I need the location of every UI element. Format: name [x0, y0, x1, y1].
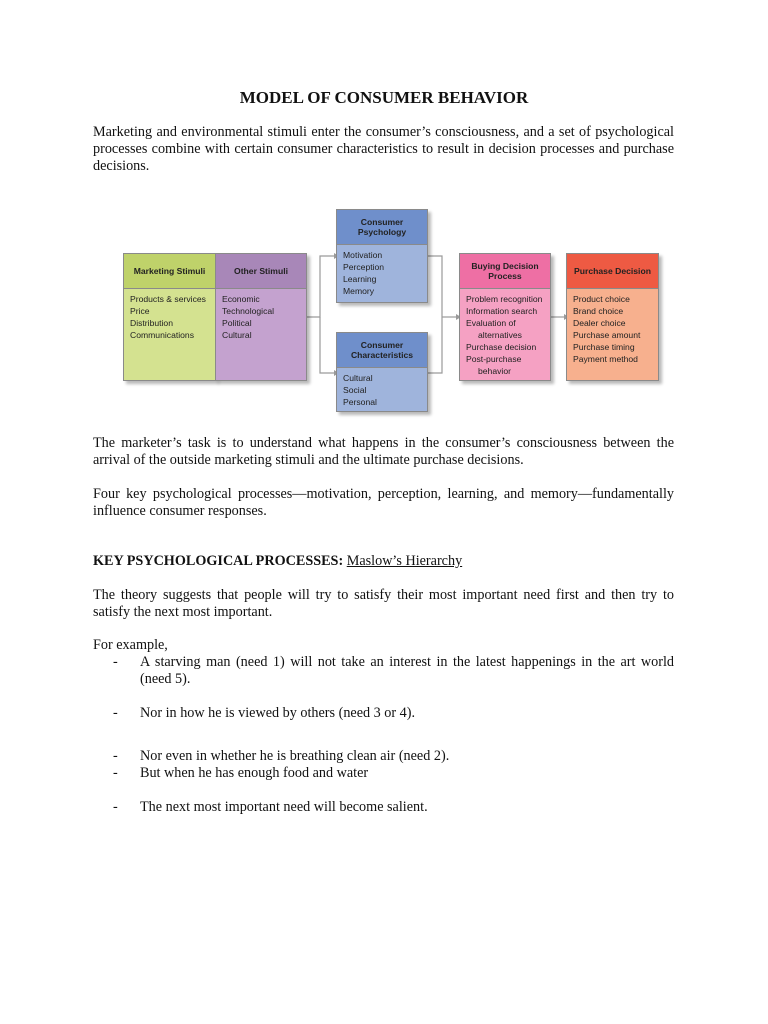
- bullet-text: Nor even in whether he is breathing clean air (need 2).: [140, 748, 450, 764]
- list-item: Purchase timing: [573, 342, 635, 352]
- marketing-stimuli-title: Marketing Stimuli: [124, 254, 215, 289]
- list-item: Communications: [130, 330, 194, 340]
- list-item: Post-purchase: [466, 354, 522, 364]
- other-stimuli-list: [216, 289, 306, 345]
- other-stimuli-box: [215, 253, 307, 381]
- list-item: Problem recognition: [466, 294, 543, 304]
- section-heading-label: KEY PSYCHOLOGICAL PROCESSES:: [93, 553, 344, 569]
- list-item: Distribution: [130, 318, 173, 328]
- list-item: alternatives: [478, 330, 522, 340]
- purchase-decision-box: [566, 253, 659, 381]
- section-subheading: Maslow’s Hierarchy: [346, 553, 463, 569]
- bullet-marker: -: [113, 748, 118, 764]
- page-title: MODEL OF CONSUMER BEHAVIOR: [239, 88, 529, 107]
- example-intro: For example,: [93, 637, 168, 653]
- marketer-task-paragraph: The marketer’s task is to understand what happens in the consumer’s consciousness between the arrival of the outside marketing stimuli and the ultimate purchase decisions.: [93, 435, 674, 468]
- list-item: Cultural: [343, 373, 373, 383]
- section-heading: [93, 553, 674, 570]
- consumer-characteristics-title: Consumer Characteristics: [337, 333, 427, 368]
- list-item: Personal: [343, 397, 377, 407]
- marketing-stimuli-list: [124, 289, 215, 345]
- buying-decision-process-title: Buying Decision Process: [460, 254, 550, 289]
- list-item: Perception: [343, 262, 385, 272]
- list-item: Product choice: [573, 294, 630, 304]
- purchase-decision-title: Purchase Decision: [567, 254, 658, 289]
- list-item: Brand choice: [573, 306, 624, 316]
- bullet-text: But when he has enough food and water: [140, 765, 369, 781]
- bullet-text: Nor in how he is viewed by others (need 3 or 4).: [140, 705, 416, 721]
- list-item: Products & services: [130, 294, 206, 304]
- bullet-marker: -: [113, 765, 118, 781]
- list-item: Motivation: [343, 250, 383, 260]
- psychological-processes-paragraph: Four key psychological processes—motivation, perception, learning, and memory—fundamentally influence consumer responses.: [93, 486, 674, 519]
- list-item: [113, 654, 674, 688]
- list-item: [113, 765, 674, 782]
- list-item: Technological: [222, 306, 275, 316]
- intro-paragraph: Marketing and environmental stimuli enter the consumer’s consciousness, and a set of psychological processes combine with certain consumer characteristics to result in decision processes and purchase decisions.: [93, 124, 674, 174]
- list-item: Purchase decision: [466, 342, 537, 352]
- marketing-stimuli-box: [123, 253, 216, 381]
- consumer-characteristics-box: [336, 332, 428, 412]
- list-item: [113, 705, 674, 722]
- list-item: Economic: [222, 294, 260, 304]
- other-stimuli-title: Other Stimuli: [216, 254, 306, 289]
- bullet-text: A starving man (need 1) will not take an interest in the latest happenings in the art world (need 5).: [140, 654, 674, 687]
- list-item: Purchase amount: [573, 330, 641, 340]
- list-item: Political: [222, 318, 252, 328]
- list-item: Memory: [343, 286, 375, 296]
- list-item: Dealer choice: [573, 318, 626, 328]
- list-item: [113, 748, 674, 765]
- list-item: Payment method: [573, 354, 638, 364]
- theory-paragraph: The theory suggests that people will try to satisfy their most important need first and then try to satisfy the next most important.: [93, 587, 674, 620]
- consumer-behavior-diagram: [120, 206, 665, 418]
- consumer-psychology-list: [337, 245, 427, 301]
- consumer-psychology-title: Consumer Psychology: [337, 210, 427, 245]
- connector-to-psychology: [306, 256, 334, 317]
- bullet-marker: -: [113, 705, 118, 721]
- purchase-decision-list: [567, 289, 658, 369]
- list-item: Cultural: [222, 330, 252, 340]
- connector-merge: [428, 256, 442, 373]
- list-item: [113, 799, 674, 816]
- bullet-text: The next most important need will become salient.: [140, 799, 428, 815]
- list-item: Learning: [343, 274, 377, 284]
- consumer-characteristics-list: [337, 368, 427, 412]
- list-item: behavior: [478, 366, 511, 376]
- list-item: Social: [343, 385, 367, 395]
- bullet-marker: -: [113, 799, 118, 815]
- list-item: Evaluation of: [466, 318, 516, 328]
- list-item: Price: [130, 306, 150, 316]
- buying-decision-process-box: [459, 253, 551, 381]
- bullet-marker: -: [113, 654, 118, 670]
- list-item: Information search: [466, 306, 538, 316]
- connector-to-characteristics: [320, 317, 334, 373]
- consumer-psychology-box: [336, 209, 428, 303]
- buying-decision-process-list: [460, 289, 550, 381]
